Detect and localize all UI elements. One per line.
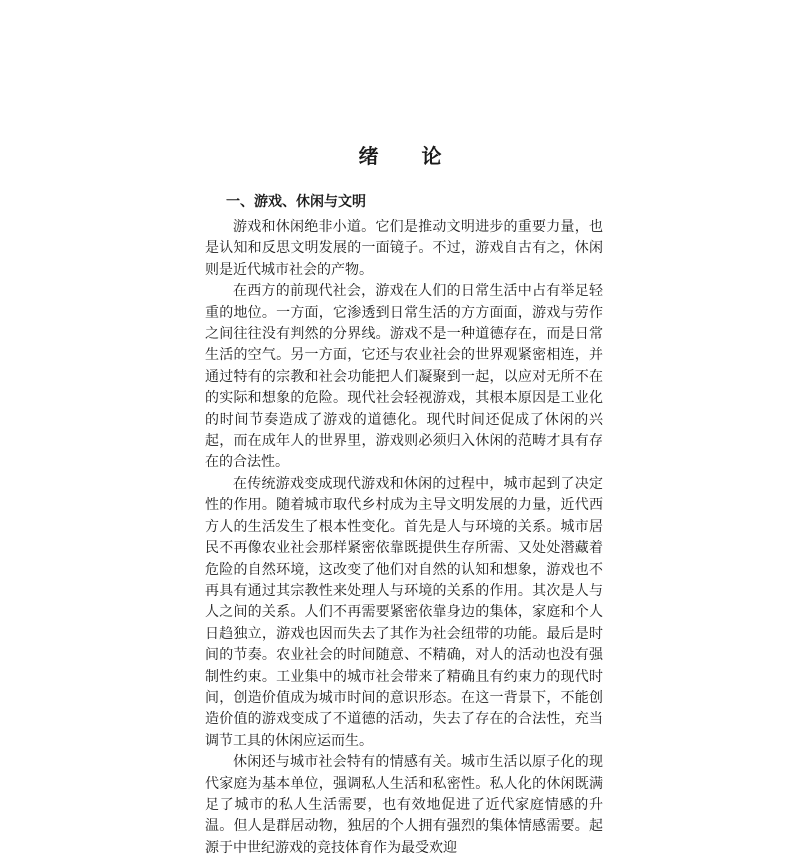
- paragraph: 在传统游戏变成现代游戏和休闲的过程中，城市起到了决定性的作用。随着城市取代乡村成为主导文明发展的力量，近代西方人的生活发生了根本性变化。首先是人与环境的关系。城市居民不再像农业社会那样紧密依靠既提供生存所需、又处处潜藏着危险的自然环境，这改变了他们对自然的认知和想象，游戏也不再具有通过其宗教性来处理人与环境的关系的作用。其次是人与人之间的关系。人们不再需要紧密依靠身边的集体，家庭和个人日趋独立，游戏也因而失去了其作为社会纽带的功能。最后是时间的节奏。农业社会的时间随意、不精确，对人的活动也没有强制性约束。工业集中的城市社会带来了精确且有约束力的现代时间，创造价值成为城市时间的意识形态。在这一背景下，不能创造价值的游戏变成了不道德的活动，失去了存在的合法性，充当调节工具的休闲应运而生。: [205, 475, 603, 749]
- paragraph: 在西方的前现代社会，游戏在人们的日常生活中占有举足轻重的地位。一方面，它渗透到日常生活的方方面面，游戏与劳作之间往往没有判然的分界线。游戏不是一种道德存在，而是日常生活的空气。另一方面，它还与农业社会的世界观紧密相连，并通过特有的宗教和社会功能把人们凝聚到一起，以应对无所不在的实际和想象的危险。现代社会轻视游戏，其根本原因是工业化的时间节奏造成了游戏的道德化。现代时间还促成了休闲的兴起，而在成年人的世界里，游戏则必须归入休闲的范畴才具有存在的合法性。: [205, 283, 603, 471]
- section-heading: 一、游戏、休闲与文明: [226, 194, 366, 210]
- paragraph: 休闲还与城市社会特有的情感有关。城市生活以原子化的现代家庭为基本单位，强调私人生活和私密性。私人化的休闲既满足了城市的私人生活需要，也有效地促进了近代家庭情感的升温。但人是群居动物，独居的个人拥有强烈的集体情感需要。起源于中世纪游戏的竞技体育作为最受欢迎: [205, 754, 603, 856]
- chapter-title: 绪 论: [358, 144, 460, 168]
- paragraph: 游戏和休闲绝非小道。它们是推动文明进步的重要力量，也是认知和反思文明发展的一面镜子。不过，游戏自古有之，休闲则是近代城市社会的产物。: [205, 219, 603, 278]
- body-text: [205, 217, 603, 859]
